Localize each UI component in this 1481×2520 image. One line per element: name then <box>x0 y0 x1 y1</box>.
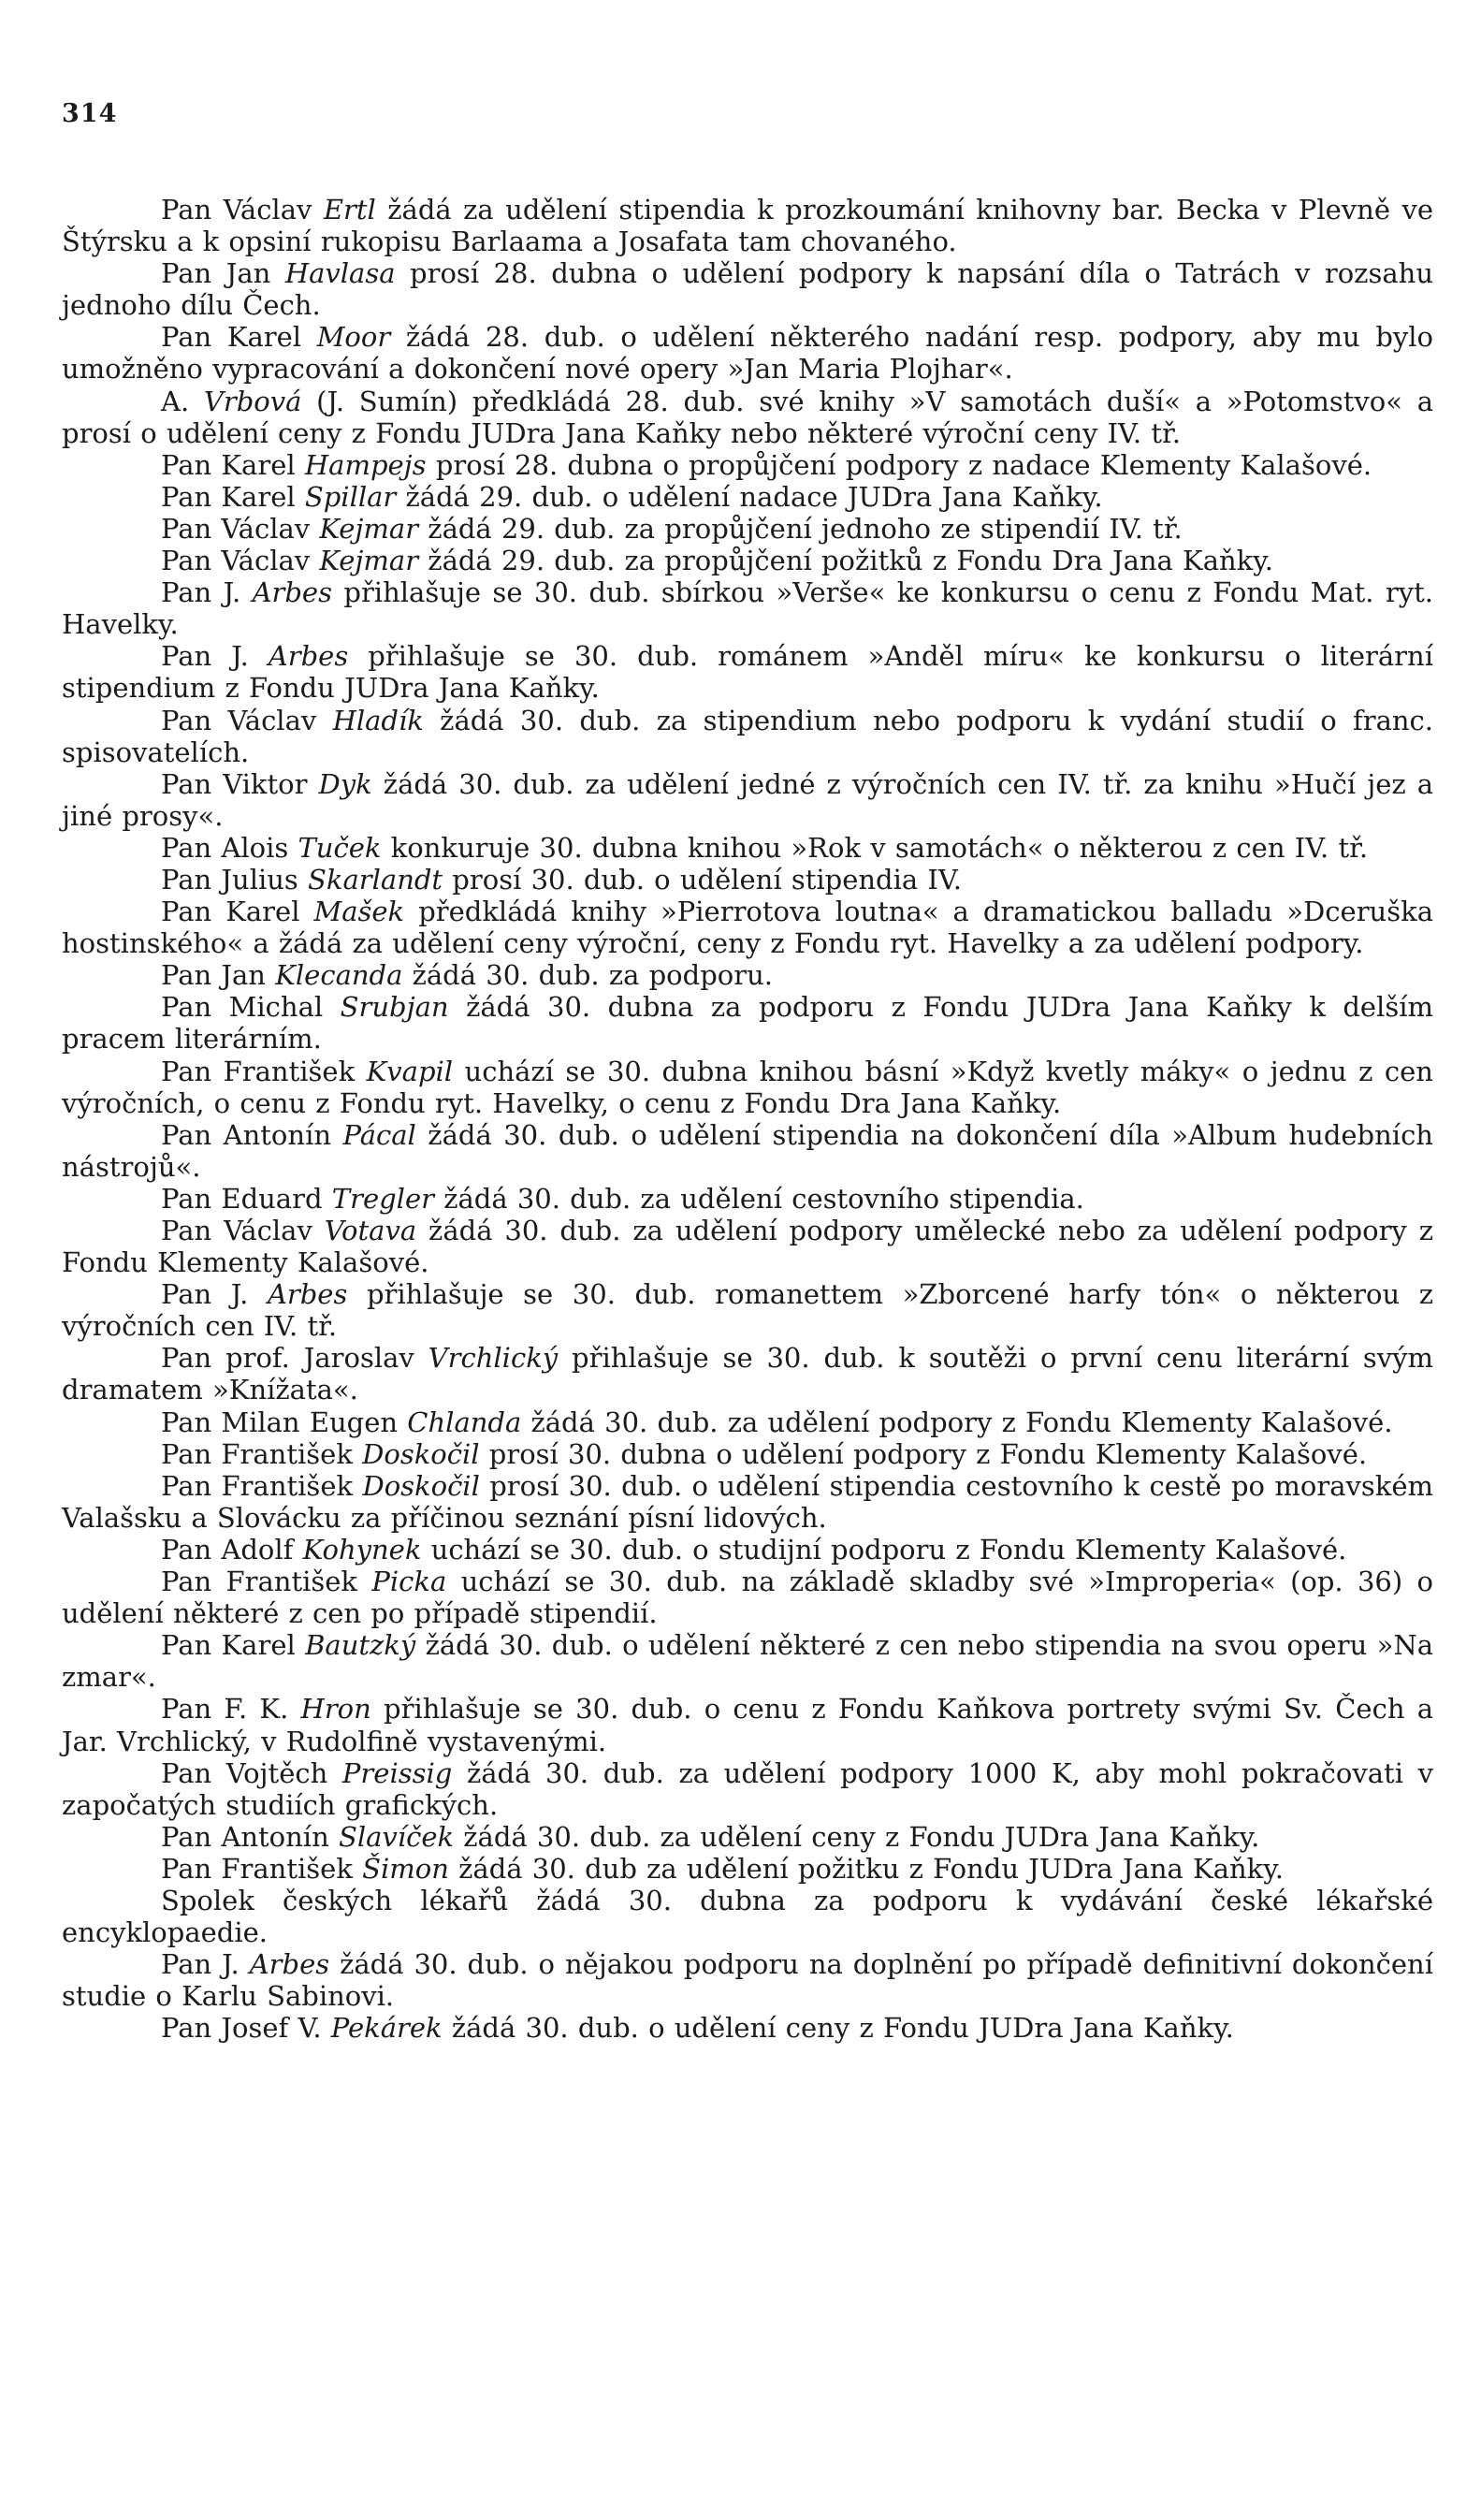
applicant-surname: Bautzký <box>305 1629 416 1662</box>
applicant-surname: Klecanda <box>275 959 403 992</box>
entry-text: přihlašuje se 30. dub. k soutěži o první cenu literární svým dramatem »Knížata«. <box>62 1342 1434 1406</box>
entry-text: žádá 30. dub. za udělení jedné z výročních cen IV. tř. za knihu »Hučí jez a jiné prosy«. <box>62 767 1434 832</box>
entry-lead: Pan Václav <box>161 545 320 577</box>
applicant-surname: Hron <box>300 1693 371 1726</box>
applicant-surname: Srubjan <box>340 991 449 1024</box>
applicant-surname: Skarlandt <box>308 863 443 896</box>
entry-lead: Pan Jan <box>161 959 276 992</box>
applicant-surname: Vrchlický <box>428 1342 559 1375</box>
entry-lead: Pan František <box>161 1437 363 1470</box>
entry-paragraph <box>62 386 1433 449</box>
applicant-surname: Doskočil <box>362 1469 480 1502</box>
applicant-surname: Pácal <box>342 1118 416 1151</box>
applicant-surname: Spillar <box>304 480 397 513</box>
applicant-surname: Pekárek <box>330 2012 443 2045</box>
entry-paragraph <box>62 513 1433 545</box>
entry-paragraph <box>62 1278 1433 1342</box>
entry-paragraph <box>62 321 1433 385</box>
applicant-surname: Arbes <box>267 1278 348 1311</box>
entry-lead: Pan J. <box>161 1278 268 1311</box>
entry-paragraph <box>62 705 1433 768</box>
entry-text: žádá 30. dub. za udělení podpory z Fondu Klementy Kalašové. <box>521 1406 1393 1438</box>
applicant-surname: Arbes <box>252 576 332 609</box>
applicant-surname: Arbes <box>268 640 349 673</box>
entry-lead: Pan F. K. <box>161 1693 301 1726</box>
entry-paragraph <box>62 1119 1433 1183</box>
entry-text: uchází se 30. dub. na základě skladby své »Improperia« (op. 36) o udělení některé z cen po případě stipendií. <box>62 1566 1433 1630</box>
applicant-surname: Dyk <box>318 767 372 800</box>
entry-paragraph <box>62 1757 1433 1821</box>
entry-paragraph <box>62 1693 1433 1756</box>
entry-lead: Pan Karel <box>161 896 314 928</box>
entry-paragraph <box>62 640 1433 704</box>
entry-paragraph <box>62 576 1433 640</box>
entry-text: uchází se 30. dubna knihou básní »Když kvetly máky« o jednu z cen výročních, o cenu z Fondu ryt. Havelky, o cenu z Fondu Dra Jana Kaňky. <box>62 1055 1433 1119</box>
entry-text: žádá 29. dub. za propůjčení jednoho ze stipendií IV. tř. <box>418 512 1183 545</box>
entry-paragraph <box>62 449 1433 481</box>
entry-lead: Pan František <box>161 1852 363 1885</box>
entry-lead: Pan Josef V. <box>161 2012 331 2045</box>
applicant-surname: Kejmar <box>319 512 419 545</box>
entry-lead: Pan Eduard <box>161 1182 332 1215</box>
entry-text: přihlašuje se 30. dub. romanettem »Zborcené harfy tón« o některou z výročních cen IV. tř. <box>62 1278 1433 1343</box>
applicant-surname: Šimon <box>362 1852 449 1885</box>
applicant-surname: Tregler <box>331 1182 434 1215</box>
applicant-surname: Hladík <box>332 704 424 736</box>
entry-lead: Pan Michal <box>161 991 341 1024</box>
entry-text: žádá 30. dub. o nějakou podporu na doplnění po případě definitivní dokončení studie o Karlu Sabinovi. <box>62 1948 1433 2013</box>
entry-lead: Pan Václav <box>161 1215 325 1246</box>
entry-text: přihlašuje se 30. dub. románem »Anděl míru« ke konkursu o literární stipendium z Fondu JUDra Jana Kaňky. <box>62 640 1433 705</box>
entry-lead: Pan Alois <box>161 831 298 864</box>
page-number: 314 <box>62 99 118 128</box>
applicant-surname: Kejmar <box>319 545 419 577</box>
applicant-surname: Arbes <box>249 1948 330 1981</box>
applicant-surname: Slavíček <box>338 1820 455 1853</box>
applicant-surname: Preissig <box>341 1756 453 1789</box>
entry-text: žádá 30. dub. za udělení cestovního stipendia. <box>433 1182 1084 1215</box>
entry-lead: Pan František <box>161 1469 363 1502</box>
entry-text: prosí 30. dubna o udělení podpory z Fondu Klementy Kalašové. <box>479 1437 1368 1470</box>
entry-paragraph <box>62 991 1433 1055</box>
entry-paragraph <box>62 1056 1433 1119</box>
applicant-surname: Doskočil <box>362 1437 480 1470</box>
entry-paragraph <box>62 1438 1433 1470</box>
applicant-surname: Moor <box>316 321 391 354</box>
entry-paragraph <box>62 832 1433 864</box>
entry-text: prosí 28. dubna o propůjčení podpory z nadace Klementy Kalašové. <box>426 448 1372 481</box>
entry-text: žádá 30. dub. za podporu. <box>402 959 773 992</box>
entry-lead: Pan prof. Jaroslav <box>161 1342 428 1375</box>
entry-text: prosí 30. dub. o udělení stipendia IV. <box>443 863 962 896</box>
applicant-surname: Hampejs <box>304 448 427 481</box>
entry-text: prosí 28. dubna o udělení podpory k napsání díla o Tatrách v rozsahu jednoho dílu Čech. <box>62 257 1433 322</box>
entry-lead: Pan František <box>161 1055 367 1087</box>
entry-lead: Pan J. <box>161 1948 250 1981</box>
applicant-surname: Kohynek <box>302 1533 422 1566</box>
entry-lead: Pan Milan Eugen <box>161 1406 408 1438</box>
applicant-surname: Ertl <box>323 194 376 226</box>
entry-text: žádá 30. dub. o udělení stipendia na dokončení díla »Album hudebních nástrojů«. <box>62 1118 1433 1183</box>
entry-text: přihlašuje se 30. dub. o cenu z Fondu Kaňkova portrety svými Sv. Čech a Jar. Vrchlický, v Rudolfině vystavenými. <box>62 1693 1433 1757</box>
entry-text: přihlašuje se 30. dub. sbírkou »Verše« ke konkursu o cenu z Fondu Mat. ryt. Havelky. <box>62 576 1433 641</box>
entry-lead: Pan Karel <box>161 1629 306 1662</box>
entry-lead: Pan Julius <box>161 863 309 896</box>
entry-text: žádá 30. dub za udělení požitku z Fondu JUDra Jana Kaňky. <box>448 1852 1284 1885</box>
entry-paragraph <box>62 959 1433 991</box>
entry-paragraph <box>62 1534 1433 1566</box>
entry-lead: Pan J. <box>161 640 269 673</box>
entry-lead: Pan J. <box>161 576 253 609</box>
entry-paragraph <box>62 481 1433 513</box>
entry-text: konkuruje 30. dubna knihou »Rok v samotách« o některou z cen IV. tř. <box>381 831 1369 864</box>
entry-lead: Pan Karel <box>161 321 317 354</box>
entry-paragraph <box>62 194 1433 257</box>
applicant-surname: Havlasa <box>284 257 396 290</box>
entry-paragraph <box>62 2012 1433 2044</box>
entry-text: žádá 30. dubna za podporu z Fondu JUDra Jana Kaňky k delším pracem literárním. <box>62 991 1433 1056</box>
entry-lead: Spolek českých lékařů žádá 30. dubna za podporu k vydávání české lékařské encyklopaedie. <box>62 1884 1433 1949</box>
entry-paragraph <box>62 1215 1433 1278</box>
entry-lead: A. <box>161 385 204 417</box>
entry-lead: Pan Antonín <box>161 1820 339 1853</box>
entry-text: žádá 30. dub. za stipendium nebo podporu k vydání studií o franc. spisovatelích. <box>62 704 1434 768</box>
entry-lead: Pan Antonín <box>161 1118 343 1151</box>
entry-text: žádá 29. dub. o udělení nadace JUDra Jana Kaňky. <box>396 480 1103 513</box>
applicant-surname: Vrbová <box>203 385 302 417</box>
entry-paragraph <box>62 1629 1433 1693</box>
entry-paragraph <box>62 864 1433 896</box>
entry-lead: Pan František <box>161 1566 372 1598</box>
entry-text: žádá 28. dub. o udělení některého nadání resp. podpory, aby mu bylo umožněno vypracování a dokončení nové opery »Jan Maria Plojhar«. <box>62 321 1433 386</box>
entry-text: žádá 30. dub. o udělení ceny z Fondu JUDra Jana Kaňky. <box>442 2012 1234 2045</box>
entry-text: žádá za udělení stipendia k prozkoumání knihovny bar. Becka v Plevně ve Štýrsku a k opsiní rukopisu Barlaama a Josafata tam chovaného. <box>62 194 1434 258</box>
applicant-surname: Kvapil <box>366 1055 454 1087</box>
applicant-surname: Votava <box>324 1215 417 1246</box>
entry-lead: Pan Viktor <box>161 767 319 800</box>
entry-text: (J. Sumín) předkládá 28. dub. své knihy »V samotách duší« a »Potomstvo« a prosí o udělení ceny z Fondu JUDra Jana Kaňky nebo některé výroční ceny IV. tř. <box>62 385 1433 449</box>
entry-lead: Pan Karel <box>161 448 305 481</box>
entry-text: žádá 30. dub. za udělení ceny z Fondu JUDra Jana Kaňky. <box>454 1820 1260 1853</box>
entry-paragraph <box>62 1566 1433 1629</box>
entry-lead: Pan Václav <box>161 704 333 736</box>
entry-paragraph <box>62 1183 1433 1215</box>
entry-lead: Pan Vojtěch <box>161 1756 342 1789</box>
entry-paragraph <box>62 1342 1433 1406</box>
text-body <box>62 194 1433 2044</box>
entry-paragraph <box>62 545 1433 576</box>
entry-lead: Pan Jan <box>161 257 285 290</box>
applicant-surname: Chlanda <box>407 1406 522 1438</box>
entry-paragraph <box>62 257 1433 321</box>
entry-text: předkládá knihy »Pierrotova loutna« a dramatickou balladu »Dceruška hostinského« a žádá za udělení ceny výroční, ceny z Fondu ryt. Havelky a za udělení podpory. <box>62 896 1433 960</box>
entry-paragraph <box>62 1821 1433 1853</box>
entry-text: uchází se 30. dub. o studijní podporu z Fondu Klementy Kalašové. <box>421 1533 1347 1566</box>
entry-paragraph <box>62 1406 1433 1438</box>
applicant-surname: Mašek <box>313 896 405 928</box>
applicant-surname: Tuček <box>298 831 382 864</box>
entry-text: žádá 30. dub. za udělení podpory umělecké nebo za udělení podpory z Fondu Klementy Kalašové. <box>62 1215 1434 1279</box>
entry-text: prosí 30. dub. o udělení stipendia cestovního k cestě po moravském Valašsku a Slovácku za příčinou seznání písní lidových. <box>62 1469 1433 1534</box>
entry-lead: Pan Václav <box>161 194 324 226</box>
entry-paragraph <box>62 1885 1433 1948</box>
applicant-surname: Picka <box>371 1566 447 1598</box>
entry-paragraph <box>62 1853 1433 1885</box>
entry-paragraph <box>62 896 1433 959</box>
entry-paragraph <box>62 768 1433 832</box>
entry-text: žádá 30. dub. za udělení podpory 1000 K, aby mohl pokračovati v započatých studiích grafických. <box>62 1756 1433 1821</box>
entry-text: žádá 29. dub. za propůjčení požitků z Fondu Dra Jana Kaňky. <box>418 545 1274 577</box>
entry-lead: Pan Karel <box>161 480 305 513</box>
entry-text: žádá 30. dub. o udělení některé z cen nebo stipendia na svou operu »Na zmar«. <box>62 1629 1433 1694</box>
entry-paragraph <box>62 1948 1433 2012</box>
entry-paragraph <box>62 1470 1433 1534</box>
entry-lead: Pan Adolf <box>161 1533 303 1566</box>
entry-lead: Pan Václav <box>161 512 320 545</box>
